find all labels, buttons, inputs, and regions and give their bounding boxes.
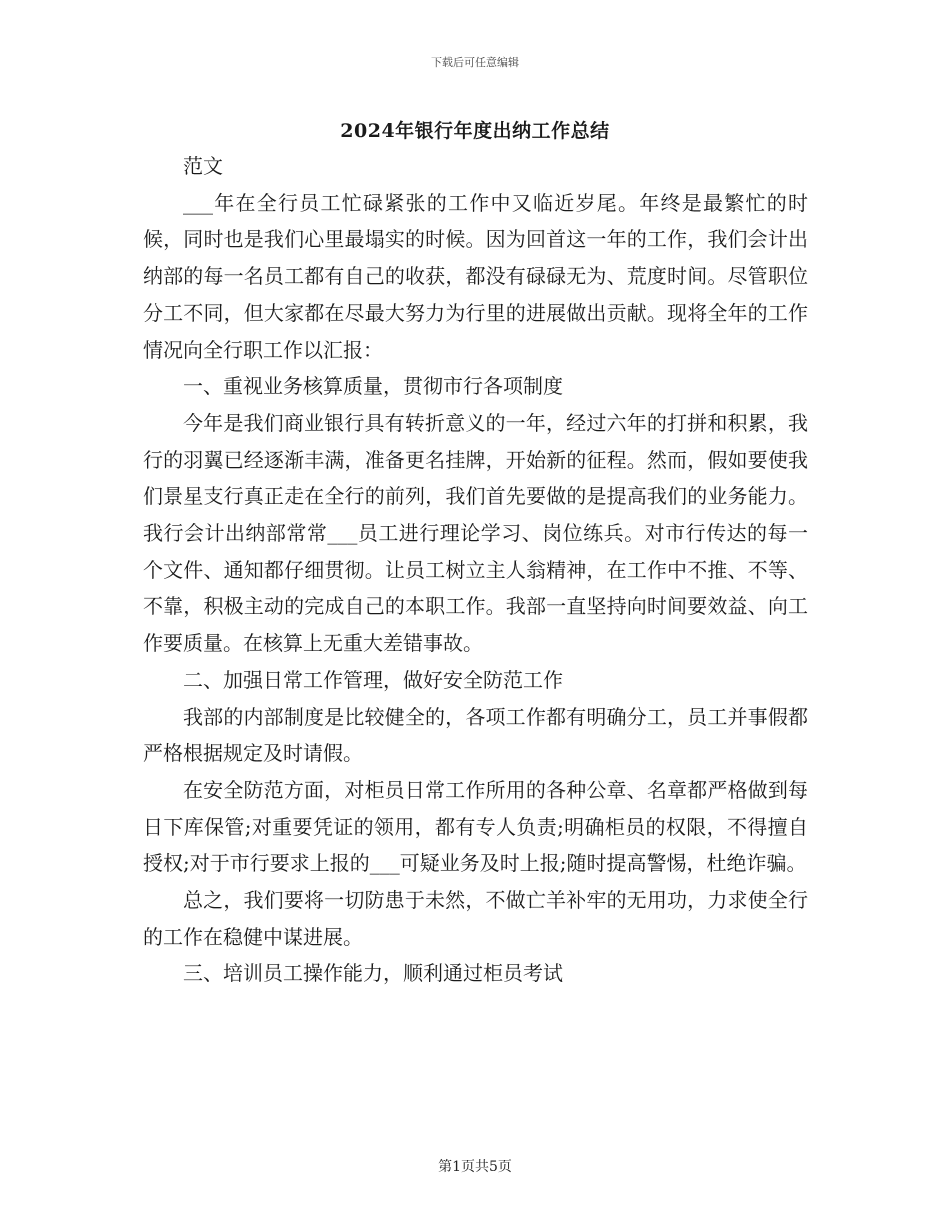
document-title: 2024年银行年度出纳工作总结 bbox=[340, 120, 610, 142]
paragraph-label: 范文 bbox=[183, 154, 223, 178]
page-header-note: 下载后可任意编辑 bbox=[431, 56, 519, 69]
paragraph-section-2c: 总之，我们要将一切防患于未然，不做亡羊补牢的无用功，力求使全行的工作在稳健中谋进展。 bbox=[143, 888, 808, 949]
document-body bbox=[143, 148, 808, 992]
paragraph-section-2b: 在安全防范方面，对柜员日常工作所用的各种公章、名章都严格做到每日下库保管;对重要凭证的领用，都有专人负责;明确柜员的权限，不得擅自授权;对于市行要求上报的___可疑业务及时上报;随时提高警惕，杜绝诈骗。 bbox=[143, 777, 808, 876]
paragraph-intro: ___年在全行员工忙碌紧张的工作中又临近岁尾。年终是最繁忙的时候，同时也是我们心里最塌实的时候。因为回首这一年的工作，我们会计出纳部的每一名员工都有自己的收获，都没有碌碌无为、荒度时间。尽管职位分工不同，但大家都在尽最大努力为行里的进展做出贡献。现将全年的工作情况向全行职工作以汇报： bbox=[143, 190, 808, 362]
section-heading-2: 二、加强日常工作管理，做好安全防范工作 bbox=[183, 667, 563, 692]
paragraph-section-1: 今年是我们商业银行具有转折意义的一年，经过六年的打拼和积累，我行的羽翼已经逐渐丰满，准备更名挂牌，开始新的征程。然而，假如要使我们景星支行真正走在全行的前列，我们首先要做的是提高我们的业务能力。我行会计出纳部常常___员工进行理论学习、岗位练兵。对市行传达的每一个文件、通知都仔细贯彻。让员工树立主人翁精神，在工作中不推、不等、不靠，积极主动的完成自己的本职工作。我部一直坚持向时间要效益、向工作要质量。在核算上无重大差错事故。 bbox=[143, 410, 808, 656]
section-heading-1: 一、重视业务核算质量，贯彻市行各项制度 bbox=[183, 374, 563, 399]
page-number: 第1页共5页 bbox=[438, 1159, 512, 1175]
section-heading-3: 三、培训员工操作能力，顺利通过柜员考试 bbox=[183, 961, 563, 986]
paragraph-section-2a: 我部的内部制度是比较健全的，各项工作都有明确分工，员工并事假都严格根据规定及时请假。 bbox=[143, 704, 808, 766]
